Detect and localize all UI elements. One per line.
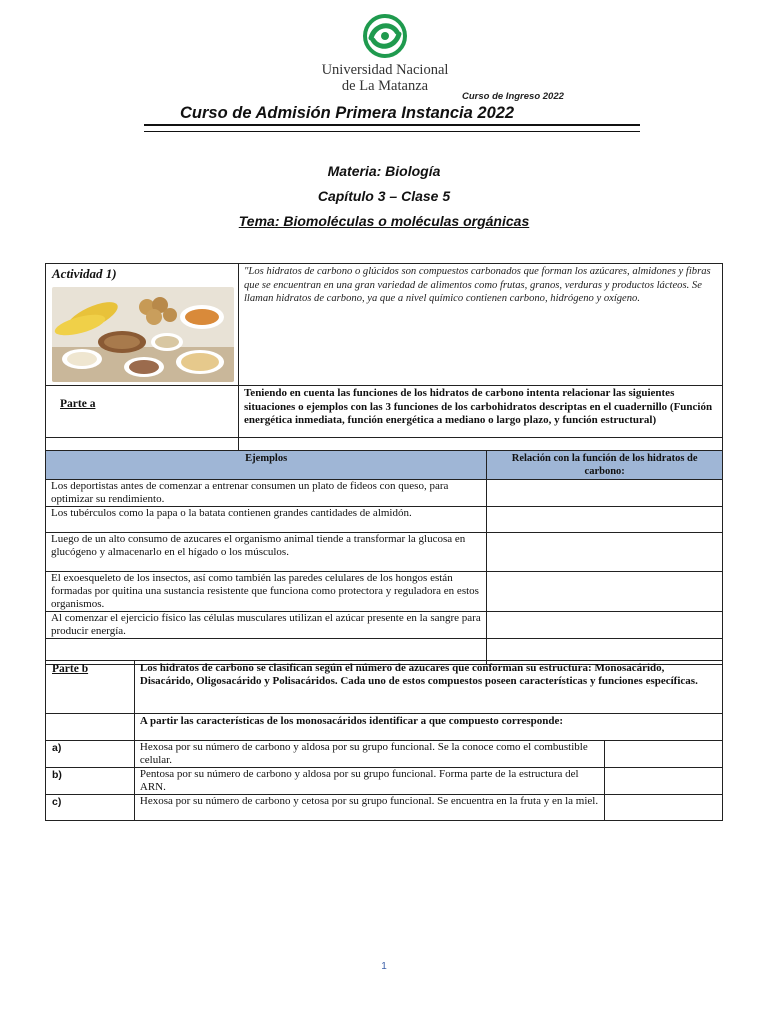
relation-answer-cell[interactable] (487, 612, 723, 639)
page-title: Curso de Admisión Primera Instancia 2022 (180, 104, 515, 122)
relation-answer-cell[interactable] (487, 533, 723, 572)
column-header-examples: Ejemplos (46, 451, 487, 480)
part-a-instructions: Teniendo en cuenta las funciones de los hidratos de carbono intenta relacionar las siguientes situaciones o ejemplos con las 3 funciones de los carbohidratos descriptas en el cuadernillo (Función energética inmediata, función energética a mediano o largo plazo, y función estructural) (243, 387, 713, 426)
table-row (46, 795, 723, 821)
relation-answer-cell[interactable] (487, 480, 723, 507)
part-b-instruction: A partir las características de los monosacáridos identificar a que compuesto corresponde: (139, 715, 564, 727)
part-b-instruction-cell (134, 714, 722, 741)
part-b-table (45, 660, 723, 821)
part-a-label: Parte a (46, 386, 239, 438)
example-text: Luego de un alto consumo de azucares el organismo animal tiende a transformar la glucosa en glucógeno y almacenarlo en el hígado o los músculos. (46, 533, 487, 572)
page-number: 1 (381, 961, 387, 972)
spacer-cell (46, 714, 135, 741)
table-row (46, 533, 723, 572)
relation-answer-cell[interactable] (487, 507, 723, 533)
course-year-label: Curso de Ingreso 2022 (462, 91, 564, 102)
university-logo-block (300, 14, 470, 94)
example-text: Los deportistas antes de comenzar a entrenar consumen un plato de fideos con queso, para optimizar su rendimiento. (46, 480, 487, 507)
university-name-line2: de La Matanza (341, 78, 429, 94)
topic-heading: Tema: Biomoléculas o moléculas orgánicas (238, 213, 530, 229)
unlam-logo-icon (361, 14, 409, 58)
carbohydrate-definition-quote: "Los hidratos de carbono o glúcidos son compuestos carbonados que forman los azúcares, almidones y fibras que se encuentran en una gran variedad de alimentos como frutas, granos, verduras y productos lácteos. Se llaman hidratos de carbono, ya que a nivel químico contienen carbono, hidrógeno y oxígeno. (243, 266, 711, 304)
examples-table (45, 450, 723, 665)
table-row (46, 507, 723, 533)
chapter-heading: Capítulo 3 – Clase 5 (317, 188, 451, 204)
example-text: El exoesqueleto de los insectos, así como también las paredes celulares de los hongos están formadas por quitina una sustancia resistente que funciona como protectora y reguladora en estos organismos. (46, 572, 487, 612)
spacer-cell (46, 438, 239, 451)
part-b-label: Parte b (46, 661, 135, 714)
title-divider-thin (144, 131, 640, 132)
item-description: Pentosa por su número de carbono y aldosa por su grupo funcional. Forma parte de la estructura del ARN. (134, 768, 604, 795)
item-letter: b) (46, 768, 135, 795)
part-a-instructions-cell (238, 386, 722, 438)
table-row (46, 572, 723, 612)
item-description: Hexosa por su número de carbono y cetosa por su grupo funcional. Se encuentra en la fruta y en la miel. (134, 795, 604, 821)
title-divider-thick (144, 124, 640, 126)
activity-table (45, 263, 723, 451)
subject-heading: Materia: Biología (327, 163, 441, 179)
table-row (46, 741, 723, 768)
relation-answer-cell[interactable] (487, 572, 723, 612)
definition-cell (238, 264, 722, 386)
item-letter: a) (46, 741, 135, 768)
item-answer-cell[interactable] (605, 741, 723, 768)
activity-cell (46, 264, 239, 386)
table-row (46, 768, 723, 795)
part-b-intro: Los hidratos de carbono se clasifican según el número de azucares que conforman su estructura: Monosacárido, Disacárido, Oligosacárido y Polisacáridos. Cada uno de estos compuestos poseen características y funciones específicas. (139, 662, 698, 687)
example-text: Los tubérculos como la papa o la batata contienen grandes cantidades de almidón. (46, 507, 487, 533)
item-answer-cell[interactable] (605, 768, 723, 795)
university-name-line1: Universidad Nacional (321, 62, 449, 78)
column-header-relation: Relación con la función de los hidratos de carbono: (487, 451, 723, 480)
item-answer-cell[interactable] (605, 795, 723, 821)
carbohydrate-foods-photo (52, 287, 234, 382)
table-row (46, 480, 723, 507)
activity-label: Actividad 1) (52, 266, 117, 281)
part-b-intro-cell (134, 661, 722, 714)
item-letter: c) (46, 795, 135, 821)
table-row (46, 612, 723, 639)
spacer-cell (238, 438, 722, 451)
item-description: Hexosa por su número de carbono y aldosa por su grupo funcional. Se la conoce como el combustible celular. (134, 741, 604, 768)
example-text: Al comenzar el ejercicio físico las células musculares utilizan el azúcar presente en la sangre para producir energía. (46, 612, 487, 639)
